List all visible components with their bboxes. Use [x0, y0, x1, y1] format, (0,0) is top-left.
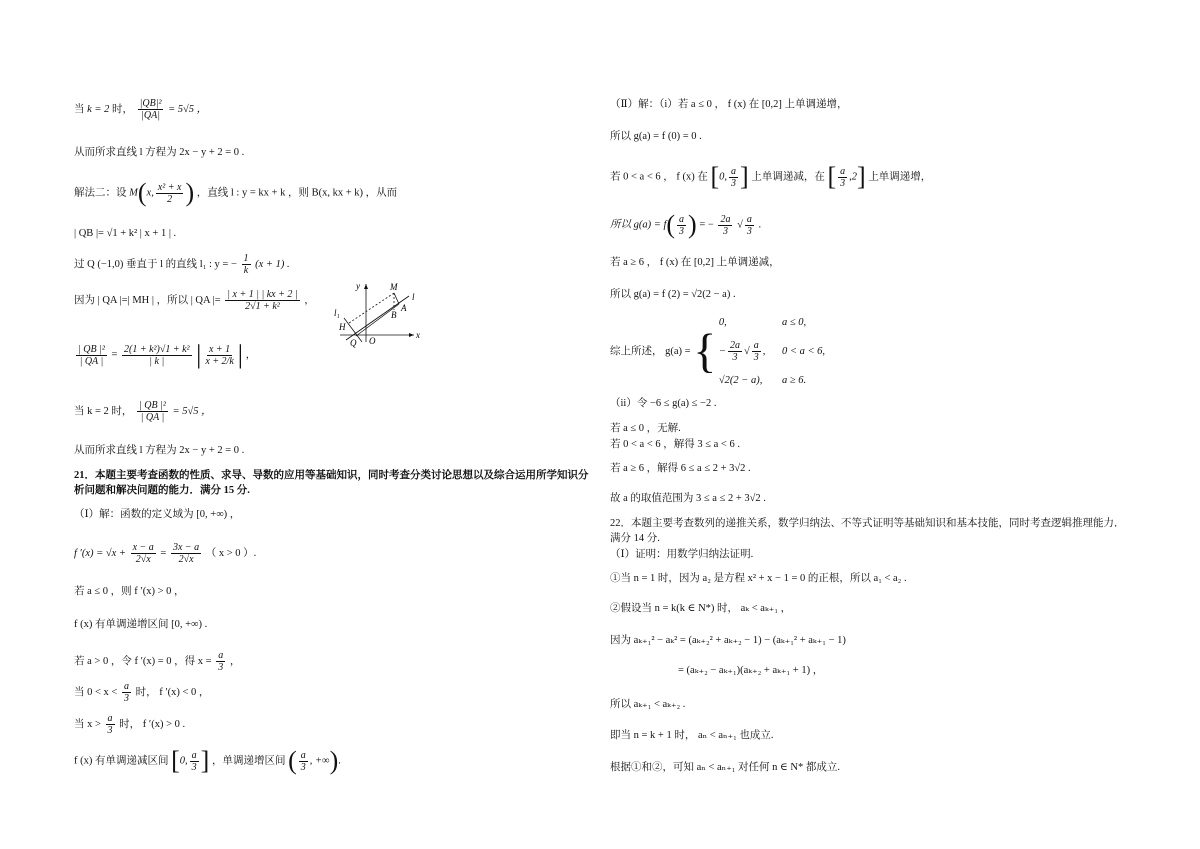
fraction: [156, 182, 184, 205]
comma: ,: [762, 346, 766, 357]
bracket-left: [: [710, 162, 720, 191]
sqrt-sign: √: [737, 219, 743, 231]
math: = 5√5 ，: [168, 103, 208, 115]
denominator: 3: [679, 225, 685, 237]
line-inequality: （ii）令 −6 ≤ g(a) ≤ −2 .: [610, 398, 717, 409]
text: ，: [229, 655, 241, 667]
y-axis-arrow: [364, 284, 368, 289]
right-column: [610, 0, 1135, 849]
cases-col1: [719, 308, 765, 395]
fraction: [76, 344, 107, 367]
cases-col2: [782, 308, 825, 395]
math: f ′(x) = √x +: [74, 547, 126, 559]
paren-right: ): [688, 210, 697, 239]
math: x,: [146, 187, 154, 199]
numerator: 2a: [729, 340, 740, 352]
numerator: 3x − a: [172, 542, 200, 553]
denominator: 2√x: [135, 554, 151, 565]
denominator: | k |: [149, 355, 165, 367]
equals: = −: [699, 219, 714, 231]
line-a-nonpositive: 若 a ≤ 0 ，则 f ′(x) > 0 ，: [74, 586, 185, 597]
numerator: x² + x: [157, 181, 182, 193]
text: ，: [245, 349, 257, 361]
fraction: [752, 340, 761, 363]
text: 当 x >: [74, 718, 101, 730]
text: 当: [74, 103, 85, 115]
denominator: | QA |: [140, 412, 165, 423]
text: 时， f ′(x) > 0 .: [119, 718, 186, 730]
denominator: 3: [218, 662, 224, 673]
fraction: [122, 344, 192, 367]
line-derivative-negative: [74, 681, 209, 704]
paren-left: (: [666, 210, 676, 239]
line-range: 故 a 的取值范围为 3 ≤ a ≤ 2 + 3√2 .: [610, 493, 766, 504]
numerator: a: [107, 713, 113, 724]
text: ，直线 l : y = kx + k ，则 B(x, kx + k) ，从而: [196, 187, 398, 199]
bracket-right: ]: [857, 162, 866, 191]
numerator: a: [191, 749, 197, 761]
line-derivative: [74, 542, 256, 565]
text: f (x) 有单调递减区间: [74, 755, 169, 767]
fraction: [216, 650, 225, 673]
math: M: [129, 187, 138, 199]
label-b: B: [391, 310, 397, 320]
equals: =: [160, 547, 167, 559]
minus: −: [718, 346, 726, 357]
fraction: [190, 750, 199, 773]
numerator: 2(1 + k²)√1 + k²: [124, 343, 190, 355]
fraction: [242, 253, 251, 276]
fraction: [203, 344, 235, 367]
paren-right: ): [185, 178, 195, 207]
paren-right: ): [329, 746, 339, 775]
line-domain: （Ⅰ）解：函数的定义域为 [0, +∞) ，: [74, 509, 241, 520]
denominator: 3: [722, 225, 728, 237]
label-q: Q: [350, 338, 357, 348]
line-summary: [610, 308, 825, 395]
text: 解法二：设: [74, 187, 127, 199]
text: 上单调递减，在: [751, 171, 825, 183]
problem-22-header: 22．本题主要考查数列的递推关系，数学归纳法、不等式证明等基础知识和基本技能，同时考查逻辑推理能力．满分 14 分.: [610, 518, 1125, 544]
denominator: 3: [840, 177, 846, 189]
numerator: a: [753, 340, 759, 352]
denominator: 2√1 + k²: [245, 301, 280, 312]
line-conclusion-1: 从而所求直线 l 方程为 2x − y + 2 = 0 .: [74, 147, 245, 158]
line-k2-ratio: [74, 98, 207, 121]
text: 上单调递增，: [868, 171, 932, 183]
numerator: | QB |²: [139, 400, 166, 411]
bracket-left: [: [171, 746, 180, 775]
left-column: [74, 0, 594, 849]
numerator: 2a: [720, 213, 731, 225]
line-g-zero: 所以 g(a) = f (0) = 0 .: [610, 131, 702, 142]
fraction: [131, 542, 156, 565]
numerator: |QB|²: [139, 98, 162, 109]
equals: =: [111, 349, 118, 361]
fraction: [745, 214, 754, 237]
line-difference: 因为 aₖ₊₁² − aₖ² = (aₖ₊₂² + aₖ₊₂ − 1) − (aₖ₊₁² + aₖ₊₁ − 1): [610, 635, 846, 646]
paren-left: (: [137, 178, 147, 207]
denominator: 3: [191, 761, 197, 773]
fraction: [718, 214, 732, 237]
case-3-condition: a ≥ 6.: [781, 375, 807, 386]
denominator: 3: [107, 725, 113, 736]
numerator: a: [731, 165, 737, 177]
numerator: | x + 1 | | kx + 2 |: [227, 289, 298, 300]
math: , +∞: [309, 755, 330, 767]
line-step: 即当 n = k + 1 时， aₙ < aₙ₊₁ 也成立.: [610, 730, 774, 741]
line-g-large: 所以 g(a) = f (2) = √2(2 − a) .: [610, 289, 736, 300]
numerator: a: [123, 681, 129, 692]
denominator: 3: [746, 225, 752, 237]
math: ,2: [849, 171, 858, 183]
case-2-condition: 0 < a < 6,: [781, 346, 826, 357]
fraction: [171, 542, 201, 565]
label-a: A: [401, 303, 407, 313]
numerator: a: [300, 749, 306, 761]
line-qa: [74, 289, 315, 312]
numerator: 1: [243, 253, 249, 264]
numerator: a: [218, 650, 224, 661]
line-ratio-expression: [74, 342, 256, 368]
line-ma: [394, 293, 399, 304]
fraction: [838, 166, 847, 189]
fraction: [299, 750, 308, 773]
line-therefore: 所以 aₖ₊₁ < aₖ₊₂ .: [610, 699, 686, 710]
text: 时， f ′(x) < 0 ，: [135, 686, 210, 698]
case-1-value: 0,: [718, 317, 727, 328]
line-hypothesis: ②假设当 n = k(k ∈ N*) 时， aₖ < aₖ₊₁ ，: [610, 603, 792, 614]
line-solve-large: 若 a ≥ 6 ，解得 6 ≤ a ≤ 2 + 3√2 .: [610, 463, 751, 474]
line-qa: [356, 304, 399, 336]
line-induction: （Ⅰ）证明：用数学归纳法证明.: [610, 549, 754, 560]
bracket-right: ]: [740, 162, 749, 191]
denominator: | QA |: [79, 355, 104, 367]
denominator: 3: [732, 352, 738, 364]
text: .: [338, 755, 341, 767]
problem-21-header: 21．本题主要考查函数的性质、求导、导数的应用等基础知识，同时考查分类讨论思想以及综合运用所学知识分析问题和解决问题的能力．满分 15 分.: [74, 470, 589, 496]
line-perpendicular: [74, 253, 290, 276]
math: k = 2: [87, 103, 110, 115]
denominator: k: [243, 265, 249, 276]
label-h: H: [339, 322, 346, 332]
numerator: | QB |²: [78, 343, 105, 355]
text: 若 a > 0 ，令 f ′(x) = 0 ，得 x =: [74, 655, 212, 667]
bracket-left: [: [827, 162, 837, 191]
line-intervals: [74, 748, 341, 774]
label-x: x: [416, 330, 420, 340]
case-2-value: [719, 337, 765, 366]
denominator: 3: [300, 761, 306, 773]
x-axis-arrow: [409, 333, 414, 337]
text: 时，: [112, 103, 133, 115]
math: 0,: [179, 755, 188, 767]
text: 若 0 < a < 6 ， f (x) 在: [610, 171, 708, 183]
geometry-figure: [334, 280, 424, 350]
fraction: [122, 681, 131, 704]
text: （ x > 0 ）.: [205, 547, 257, 559]
fraction: [677, 214, 686, 237]
line-derivative-positive: [74, 713, 185, 736]
line-g-mid: [610, 212, 761, 238]
label-o: O: [369, 336, 376, 346]
math: 所以 g(a) = f: [610, 219, 667, 231]
numerator: a: [746, 213, 752, 225]
fraction: [106, 713, 115, 736]
line-conclusion-2: 从而所求直线 l 方程为 2x − y + 2 = 0 .: [74, 445, 245, 456]
line-a-positive: [74, 650, 240, 673]
case-3-value: √2(2 − a),: [718, 375, 763, 386]
label-l: l: [412, 292, 415, 302]
abs-bar-right: |: [237, 340, 243, 369]
denominator: x + 2/k: [205, 355, 234, 367]
numerator: x + 1: [208, 343, 231, 355]
label-l1: l₁: [334, 308, 340, 318]
numerator: a: [679, 213, 685, 225]
text: ，单调递增区间: [211, 755, 286, 767]
math: = 5√5 ，: [172, 405, 212, 417]
text: 因为 | QA |=| MH | ，所以 | QA |=: [74, 294, 221, 306]
fraction: [225, 289, 299, 312]
line-final: 根据①和②，可知 aₙ < aₙ₊₁ 对任何 n ∈ N* 都成立.: [610, 762, 841, 773]
denominator: |QA|: [141, 110, 160, 121]
denominator: 3: [123, 693, 129, 704]
line-hm: [349, 293, 394, 323]
line-no-solution: 若 a ≤ 0 ，无解.: [610, 423, 681, 434]
case-1-condition: a ≤ 0,: [781, 317, 807, 328]
paren-left: (: [288, 746, 297, 775]
bracket-right: ]: [200, 746, 210, 775]
label-m: M: [390, 282, 398, 292]
line-solve-mid: 若 0 < a < 6 ，解得 3 ≤ a < 6 .: [610, 439, 740, 450]
denominator: 2: [167, 193, 173, 205]
text: ，: [304, 294, 315, 306]
denominator: 2√x: [178, 554, 194, 565]
math: 0,: [719, 171, 728, 183]
denominator: 3: [731, 177, 737, 189]
fraction: [138, 98, 164, 121]
abs-bar-left: |: [196, 340, 202, 369]
sqrt-sign: √: [743, 346, 750, 357]
numerator: x − a: [132, 542, 154, 553]
label-y: y: [356, 281, 360, 291]
text: 过 Q (−1,0) 垂直于 l 的直线 l₁ : y = −: [74, 258, 237, 270]
fraction: [137, 400, 168, 423]
text: 当 k = 2 时，: [74, 405, 133, 417]
text: 当 0 < x <: [74, 686, 118, 698]
math: (x + 1) .: [255, 258, 290, 270]
fraction: [728, 340, 742, 363]
line-method-two: [74, 180, 397, 206]
fraction: [729, 166, 738, 189]
line-factor: = (aₖ₊₂ − aₖ₊₁)(aₖ₊₂ + aₖ₊₁ + 1) ，: [678, 665, 824, 676]
line-part-2: （Ⅱ）解：（i）若 a ≤ 0 ， f (x) 在 [0,2] 上单调递增，: [610, 99, 848, 110]
line-qb: | QB |= √1 + k² | x + 1 | .: [74, 228, 177, 239]
denominator: 3: [753, 352, 759, 364]
numerator: a: [840, 165, 846, 177]
line-base-case: ①当 n = 1 时，因为 a₂ 是方程 x² + x − 1 = 0 的正根，所以 a₁ < a₂ .: [610, 573, 907, 584]
line-increasing-interval: f (x) 有单调递增区间 [0, +∞) .: [74, 619, 208, 630]
brace-left: {: [693, 324, 717, 378]
text: .: [758, 219, 762, 231]
text: 综上所述， g(a) =: [610, 345, 691, 357]
line-mid-case: [610, 164, 931, 190]
line-k2-ratio-2: [74, 400, 212, 423]
line-large-case: 若 a ≥ 6 ， f (x) 在 [0,2] 上单调递减，: [610, 257, 780, 268]
